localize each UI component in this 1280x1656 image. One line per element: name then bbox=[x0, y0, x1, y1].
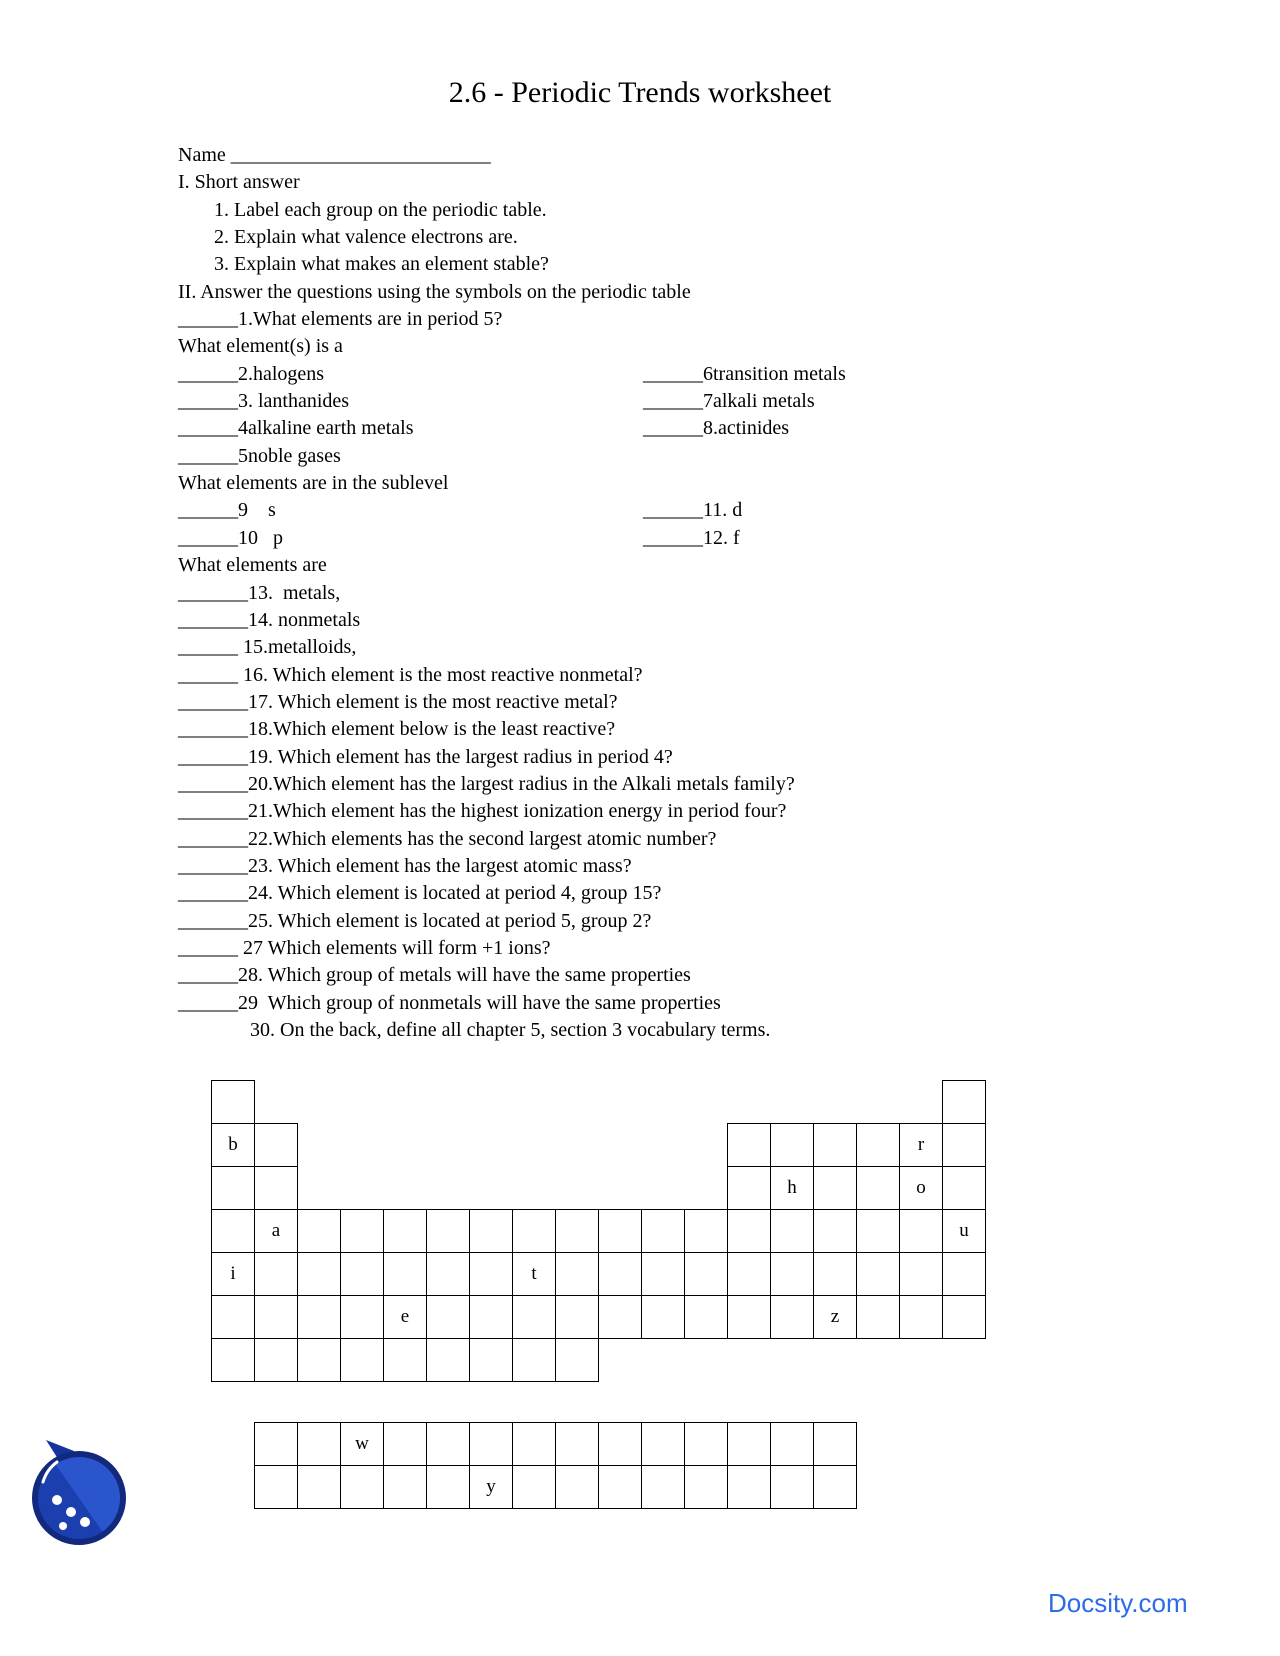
periodic-table-cell bbox=[770, 1209, 814, 1253]
docsity-logo-icon bbox=[26, 1436, 128, 1548]
periodic-table-cell bbox=[813, 1209, 857, 1253]
periodic-table-cell bbox=[297, 1338, 341, 1382]
group-prompt: What element(s) is a bbox=[178, 335, 343, 358]
question-17: _______17. Which element is the most reactive metal? bbox=[178, 690, 618, 713]
periodic-table-cell bbox=[469, 1422, 513, 1466]
periodic-table-cell: z bbox=[813, 1295, 857, 1339]
periodic-table-cell bbox=[297, 1295, 341, 1339]
periodic-table-cell bbox=[598, 1295, 642, 1339]
question-27: ______ 27 Which elements will form +1 ions? bbox=[178, 936, 551, 959]
periodic-table-cell bbox=[942, 1252, 986, 1296]
periodic-table-cell bbox=[598, 1422, 642, 1466]
periodic-table-cell: u bbox=[942, 1209, 986, 1253]
periodic-table-cell bbox=[512, 1209, 556, 1253]
question-7: ______7alkali metals bbox=[643, 390, 815, 413]
periodic-table-cell bbox=[813, 1465, 857, 1509]
question-11: ______11. d bbox=[643, 499, 743, 522]
periodic-table-cell bbox=[340, 1252, 384, 1296]
periodic-table-cell bbox=[555, 1252, 599, 1296]
periodic-table-cell bbox=[469, 1338, 513, 1382]
periodic-table-cell bbox=[555, 1295, 599, 1339]
periodic-table-cell bbox=[942, 1080, 986, 1124]
periodic-table-cell bbox=[254, 1252, 298, 1296]
question-16: ______ 16. Which element is the most reactive nonmetal? bbox=[178, 663, 643, 686]
periodic-table-cell bbox=[297, 1209, 341, 1253]
question-15: ______ 15.metalloids, bbox=[178, 636, 357, 659]
periodic-table-cell bbox=[598, 1465, 642, 1509]
section-ii-heading: II. Answer the questions using the symbols on the periodic table bbox=[178, 280, 691, 303]
docsity-logo bbox=[26, 1436, 128, 1548]
periodic-table-cell bbox=[899, 1252, 943, 1296]
periodic-table-cell bbox=[813, 1166, 857, 1210]
periodic-table-cell bbox=[942, 1166, 986, 1210]
periodic-table-cell bbox=[598, 1252, 642, 1296]
question-19: _______19. Which element has the largest radius in period 4? bbox=[178, 745, 673, 768]
periodic-table-cell: h bbox=[770, 1166, 814, 1210]
periodic-table-cell bbox=[727, 1465, 771, 1509]
periodic-table-cell bbox=[813, 1123, 857, 1167]
periodic-table-cell bbox=[770, 1252, 814, 1296]
question-14: _______14. nonmetals bbox=[178, 608, 361, 631]
question-20: _______20.Which element has the largest radius in the Alkali metals family? bbox=[178, 772, 795, 795]
periodic-table-cell bbox=[211, 1166, 255, 1210]
periodic-table-cell bbox=[383, 1209, 427, 1253]
question-23: _______23. Which element has the largest atomic mass? bbox=[178, 854, 632, 877]
question-row-4-8 bbox=[178, 415, 1118, 442]
question-10: ______10 p bbox=[178, 526, 283, 549]
periodic-table-cell bbox=[727, 1295, 771, 1339]
periodic-table-cell bbox=[641, 1422, 685, 1466]
periodic-table-cell: o bbox=[899, 1166, 943, 1210]
periodic-table-cell bbox=[340, 1465, 384, 1509]
periodic-table-cell bbox=[641, 1465, 685, 1509]
question-28: ______28. Which group of metals will have the same properties bbox=[178, 964, 691, 987]
question-1: ______1.What elements are in period 5? bbox=[178, 308, 503, 331]
periodic-table-cell bbox=[899, 1295, 943, 1339]
periodic-table-cell bbox=[770, 1422, 814, 1466]
periodic-table-cell bbox=[727, 1252, 771, 1296]
periodic-table-cell: w bbox=[340, 1422, 384, 1466]
periodic-table-cell: r bbox=[899, 1123, 943, 1167]
periodic-table-cell bbox=[641, 1209, 685, 1253]
question-4: ______4alkaline earth metals bbox=[178, 417, 414, 440]
periodic-table-cell bbox=[426, 1338, 470, 1382]
periodic-table-cell bbox=[254, 1166, 298, 1210]
question-5: ______5noble gases bbox=[178, 444, 341, 467]
periodic-table-cell: a bbox=[254, 1209, 298, 1253]
periodic-table-cell bbox=[942, 1123, 986, 1167]
page-title: 2.6 - Periodic Trends worksheet bbox=[448, 76, 832, 109]
periodic-table-cell bbox=[254, 1123, 298, 1167]
periodic-table-cell bbox=[469, 1295, 513, 1339]
periodic-table-cell bbox=[770, 1123, 814, 1167]
periodic-table-cell bbox=[942, 1295, 986, 1339]
periodic-table-cell bbox=[598, 1209, 642, 1253]
periodic-table-cell bbox=[641, 1252, 685, 1296]
section-i-heading: I. Short answer bbox=[178, 171, 300, 194]
question-21: _______21.Which element has the highest ionization energy in period four? bbox=[178, 800, 787, 823]
periodic-table-cell bbox=[512, 1465, 556, 1509]
question-row-3-7 bbox=[178, 388, 1118, 415]
periodic-table-cell bbox=[856, 1209, 900, 1253]
periodic-table-cell bbox=[512, 1338, 556, 1382]
question-13: _______13. metals, bbox=[178, 581, 341, 604]
periodic-table-cell bbox=[856, 1123, 900, 1167]
periodic-table-cell bbox=[641, 1295, 685, 1339]
short-answer-item-2: 2. Explain what valence electrons are. bbox=[214, 226, 518, 249]
periodic-table-cell bbox=[727, 1422, 771, 1466]
periodic-table-cell bbox=[297, 1422, 341, 1466]
periodic-table-cell bbox=[383, 1465, 427, 1509]
periodic-table-cell: b bbox=[211, 1123, 255, 1167]
short-answer-item-1: 1. Label each group on the periodic table. bbox=[214, 198, 547, 221]
periodic-table-cell bbox=[555, 1422, 599, 1466]
periodic-table-cell bbox=[469, 1209, 513, 1253]
periodic-table-cell bbox=[856, 1252, 900, 1296]
periodic-table-cell bbox=[254, 1338, 298, 1382]
periodic-table-cell bbox=[297, 1465, 341, 1509]
question-30: 30. On the back, define all chapter 5, section 3 vocabulary terms. bbox=[250, 1019, 771, 1041]
periodic-table-cell bbox=[340, 1209, 384, 1253]
name-line: Name __________________________ bbox=[178, 144, 491, 166]
periodic-table-cell bbox=[211, 1209, 255, 1253]
sublevel-prompt: What elements are in the sublevel bbox=[178, 472, 449, 495]
periodic-table-cell bbox=[512, 1422, 556, 1466]
periodic-table-cell bbox=[297, 1252, 341, 1296]
periodic-table-cell bbox=[813, 1252, 857, 1296]
docsity-link[interactable]: Docsity.com bbox=[1048, 1588, 1188, 1618]
periodic-table-cell bbox=[856, 1295, 900, 1339]
periodic-table-cell: i bbox=[211, 1252, 255, 1296]
periodic-table-cell bbox=[813, 1422, 857, 1466]
periodic-table-main bbox=[211, 1080, 986, 1382]
periodic-table-cell bbox=[684, 1465, 728, 1509]
periodic-table-cell bbox=[555, 1338, 599, 1382]
question-row-9-11 bbox=[178, 497, 1118, 524]
periodic-table-cell bbox=[684, 1209, 728, 1253]
question-25: _______25. Which element is located at period 5, group 2? bbox=[178, 909, 652, 932]
question-row-2-6 bbox=[178, 361, 1118, 388]
periodic-table-cell bbox=[211, 1338, 255, 1382]
periodic-table-cell bbox=[684, 1295, 728, 1339]
periodic-table-cell: t bbox=[512, 1252, 556, 1296]
periodic-table-cell bbox=[426, 1252, 470, 1296]
question-8: ______8.actinides bbox=[643, 417, 790, 440]
elements-prompt: What elements are bbox=[178, 554, 327, 577]
worksheet-body bbox=[178, 142, 1118, 1044]
periodic-table-cell bbox=[211, 1295, 255, 1339]
periodic-table-cell bbox=[469, 1252, 513, 1296]
question-3: ______3. lanthanides bbox=[178, 390, 350, 413]
periodic-table-cell bbox=[211, 1080, 255, 1124]
periodic-table-cell bbox=[426, 1465, 470, 1509]
question-6: ______6transition metals bbox=[643, 362, 846, 385]
periodic-table-cell bbox=[727, 1209, 771, 1253]
periodic-table-cell bbox=[254, 1422, 298, 1466]
periodic-table-cell bbox=[727, 1166, 771, 1210]
question-18: _______18.Which element below is the least reactive? bbox=[178, 718, 616, 741]
periodic-table-cell bbox=[684, 1422, 728, 1466]
question-9: ______9 s bbox=[178, 499, 276, 522]
periodic-table-cell bbox=[555, 1465, 599, 1509]
periodic-table-cell bbox=[383, 1252, 427, 1296]
periodic-table-cell bbox=[899, 1209, 943, 1253]
question-29: ______29 Which group of nonmetals will have the same properties bbox=[178, 991, 721, 1014]
question-22: _______22.Which elements has the second largest atomic number? bbox=[178, 827, 717, 850]
periodic-table-fblock bbox=[254, 1422, 857, 1510]
periodic-table-cell: e bbox=[383, 1295, 427, 1339]
question-2: ______2.halogens bbox=[178, 362, 325, 385]
periodic-table-cell bbox=[340, 1295, 384, 1339]
periodic-table-cell bbox=[727, 1123, 771, 1167]
question-row-10-12 bbox=[178, 525, 1118, 552]
periodic-table-cell bbox=[684, 1252, 728, 1296]
question-24: _______24. Which element is located at period 4, group 15? bbox=[178, 882, 662, 905]
periodic-table-cell bbox=[856, 1166, 900, 1210]
periodic-table-cell bbox=[426, 1295, 470, 1339]
periodic-table-cell bbox=[340, 1338, 384, 1382]
periodic-table-cell bbox=[555, 1209, 599, 1253]
periodic-table-cell bbox=[426, 1209, 470, 1253]
periodic-table-cell: y bbox=[469, 1465, 513, 1509]
periodic-table-cell bbox=[254, 1295, 298, 1339]
periodic-table-cell bbox=[770, 1465, 814, 1509]
short-answer-item-3: 3. Explain what makes an element stable? bbox=[214, 253, 549, 276]
periodic-table-cell bbox=[512, 1295, 556, 1339]
periodic-table-cell bbox=[770, 1295, 814, 1339]
periodic-table-cell bbox=[383, 1338, 427, 1382]
periodic-table-cell bbox=[254, 1465, 298, 1509]
periodic-table-cell bbox=[426, 1422, 470, 1466]
periodic-table-cell bbox=[383, 1422, 427, 1466]
question-12: ______12. f bbox=[643, 526, 740, 549]
